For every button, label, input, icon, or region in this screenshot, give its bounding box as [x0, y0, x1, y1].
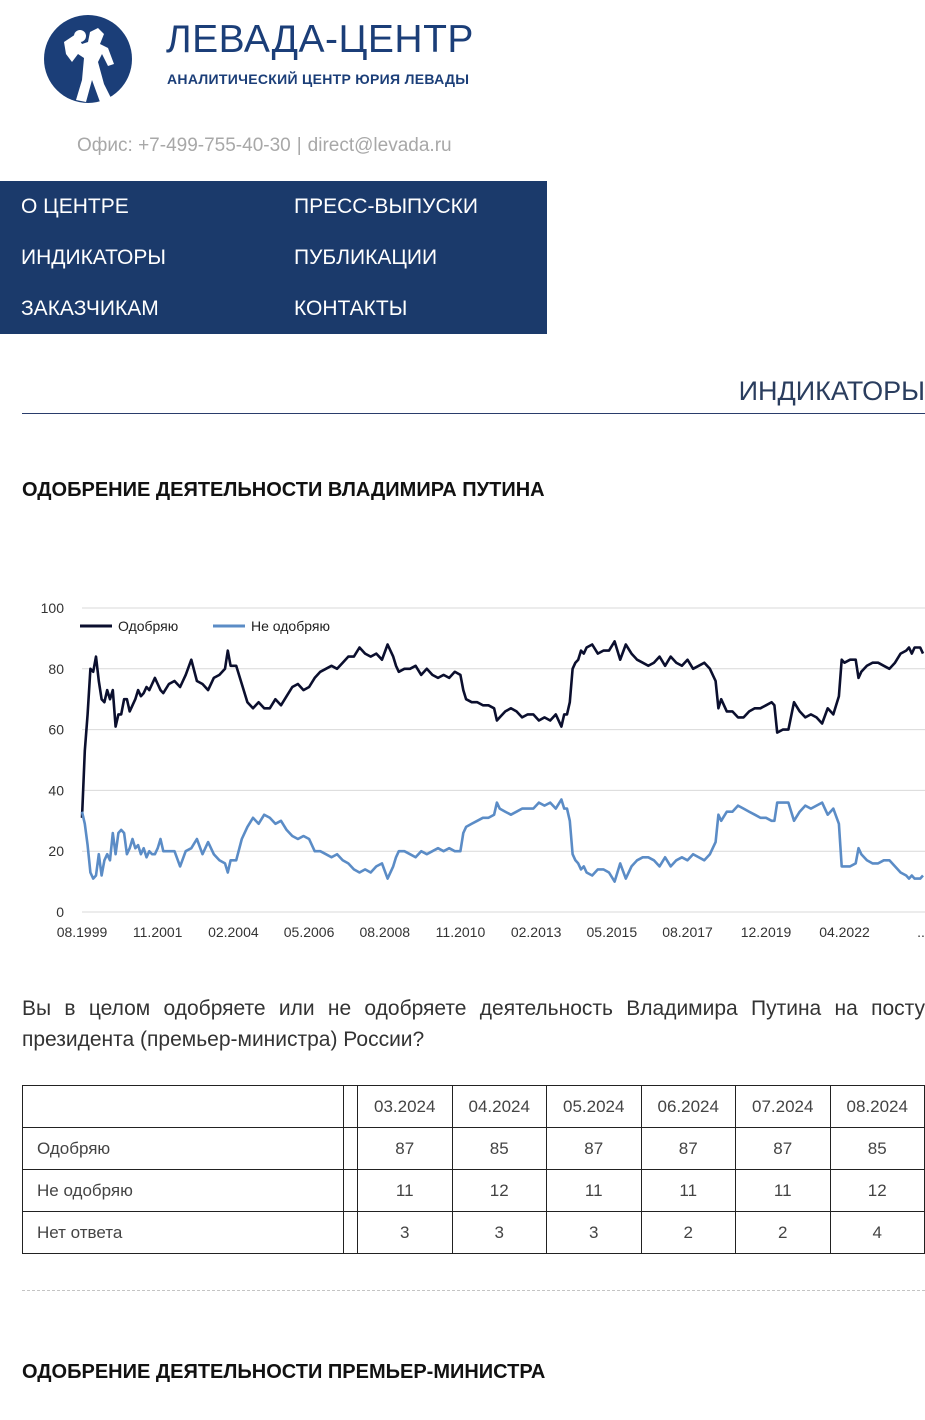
table-column-header: 04.2024: [452, 1086, 547, 1128]
table-cell: 3: [358, 1212, 453, 1254]
row-label: Не одобряю: [23, 1170, 344, 1212]
chart-legend: [80, 618, 330, 634]
table-column-header: 05.2024: [547, 1086, 642, 1128]
x-tick-label: 11.2001: [132, 924, 183, 940]
table-cell: 87: [641, 1128, 736, 1170]
table-gap-cell: [344, 1128, 358, 1170]
table-gap-cell: [344, 1086, 358, 1128]
contact-email[interactable]: direct@levada.ru: [307, 135, 452, 156]
table-cell: 85: [830, 1128, 925, 1170]
chart-series: [82, 641, 923, 881]
x-tick-label: ..: [917, 924, 925, 940]
office-phone[interactable]: Офис: +7-499-755-40-30: [77, 135, 291, 156]
table-cell: 11: [736, 1170, 831, 1212]
table-cell: 3: [452, 1212, 547, 1254]
table-cell: 12: [452, 1170, 547, 1212]
levada-figure-logo-icon: [42, 14, 136, 104]
contact-line: [77, 135, 452, 157]
table-row: [23, 1212, 925, 1254]
pm-approval-title: ОДОБРЕНИЕ ДЕЯТЕЛЬНОСТИ ПРЕМЬЕР-МИНИСТРА: [22, 1361, 546, 1383]
table-header-row: [23, 1086, 925, 1128]
section-divider: [22, 413, 925, 414]
table-cell: 87: [547, 1128, 642, 1170]
table-column-header: 06.2024: [641, 1086, 736, 1128]
table-corner-cell: [23, 1086, 344, 1128]
y-tick-label: 100: [40, 600, 64, 616]
table-column-header: 03.2024: [358, 1086, 453, 1128]
table-cell: 87: [358, 1128, 453, 1170]
x-tick-label: 02.2004: [208, 924, 259, 940]
survey-question: Вы в целом одобряете или не одобряете деятельность Владимира Путина на посту президента (премьер-министра) России?: [22, 997, 925, 1051]
section-dashed-divider: [22, 1290, 925, 1291]
table-cell: 87: [736, 1128, 831, 1170]
table-cell: 11: [547, 1170, 642, 1212]
table-cell: 3: [547, 1212, 642, 1254]
approval-chart-svg: [22, 592, 925, 952]
x-tick-label: 11.2010: [435, 924, 486, 940]
x-tick-label: 08.1999: [56, 924, 108, 940]
row-label: Одобряю: [23, 1128, 344, 1170]
nav-item-contacts[interactable]: КОНТАКТЫ: [294, 297, 408, 320]
table-row: [23, 1170, 925, 1212]
table-cell: 2: [736, 1212, 831, 1254]
x-tick-label: 04.2022: [819, 924, 870, 940]
series-line-disapprove: [82, 800, 923, 882]
y-axis-ticks: [41, 600, 65, 920]
brand-title: ЛЕВАДА-ЦЕНТР: [166, 18, 474, 61]
y-tick-label: 20: [48, 843, 64, 860]
chart-grid: [82, 608, 925, 912]
legend-label: Одобряю: [118, 618, 179, 634]
section-title: ИНДИКАТОРЫ: [738, 376, 925, 406]
table-cell: 11: [641, 1170, 736, 1212]
nav-item-clients[interactable]: ЗАКАЗЧИКАМ: [21, 297, 159, 320]
brand-subtitle: АНАЛИТИЧЕСКИЙ ЦЕНТР ЮРИЯ ЛЕВАДЫ: [167, 71, 470, 87]
y-tick-label: 60: [48, 721, 64, 738]
x-tick-label: 05.2006: [283, 924, 335, 940]
table-cell: 12: [830, 1170, 925, 1212]
table-cell: 11: [358, 1170, 453, 1212]
table-column-header: 08.2024: [830, 1086, 925, 1128]
x-tick-label: 08.2017: [662, 924, 713, 940]
table-row: [23, 1128, 925, 1170]
table-cell: 85: [452, 1128, 547, 1170]
x-tick-label: 08.2008: [359, 924, 411, 940]
nav-item-publications[interactable]: ПУБЛИКАЦИИ: [294, 246, 438, 269]
contact-separator: |: [296, 135, 302, 156]
approval-chart: [22, 592, 925, 952]
row-label: Нет ответа: [23, 1212, 344, 1254]
table-column-header: 07.2024: [736, 1086, 831, 1128]
x-axis-ticks: [57, 924, 925, 940]
logo[interactable]: [42, 14, 502, 106]
table-cell: 4: [830, 1212, 925, 1254]
results-table: [22, 1085, 925, 1254]
y-tick-label: 80: [48, 660, 64, 677]
nav-item-about[interactable]: О ЦЕНТРЕ: [21, 195, 129, 218]
y-tick-label: 40: [48, 782, 64, 799]
y-tick-label: 0: [56, 904, 64, 920]
x-tick-label: 05.2015: [586, 924, 638, 940]
x-tick-label: 12.2019: [740, 924, 792, 940]
table-cell: 2: [641, 1212, 736, 1254]
putin-approval-title: ОДОБРЕНИЕ ДЕЯТЕЛЬНОСТИ ВЛАДИМИРА ПУТИНА: [22, 479, 545, 501]
legend-label: Не одобряю: [251, 618, 330, 634]
table-gap-cell: [344, 1170, 358, 1212]
nav-item-indicators[interactable]: ИНДИКАТОРЫ: [21, 246, 166, 269]
x-tick-label: 02.2013: [510, 924, 562, 940]
main-nav: [0, 181, 547, 334]
table-gap-cell: [344, 1212, 358, 1254]
nav-item-press-releases[interactable]: ПРЕСС-ВЫПУСКИ: [294, 195, 478, 218]
